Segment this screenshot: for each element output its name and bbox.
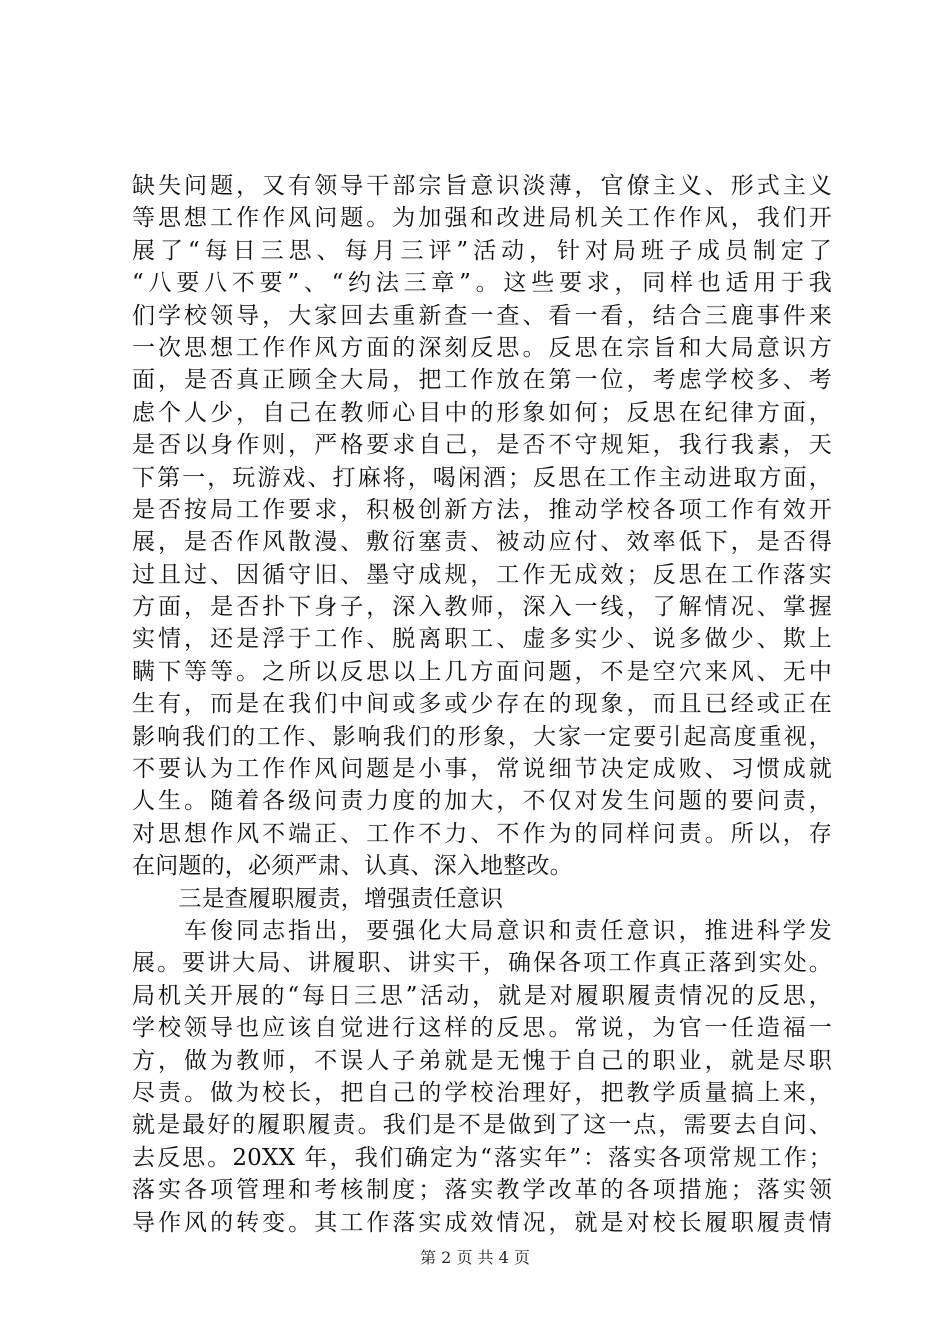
text-line: 落实各项管理和考核制度；落实教学改革的各项措施；落实领 [132, 1177, 832, 1204]
page-number-footer: 第 2 页 共 4 页 [420, 1248, 530, 1267]
section-heading: 三是查履职履责，增强责任意识 [132, 885, 504, 912]
text-line: 一次思想工作作风方面的深刻反思。反思在宗旨和大局意识方 [132, 334, 832, 361]
text-line: 展。要讲大局、讲履职、讲实干，确保各项工作真正落到实处。 [132, 950, 832, 977]
text-line: 下第一，玩游戏、打麻将，喝闲酒；反思在工作主动进取方面， [132, 464, 832, 491]
text-line: “八要八不要”、“约法三章”。这些要求，同样也适用于我 [132, 270, 832, 297]
text-line: 就是最好的履职履责。我们是不是做到了这一点，需要去自问、 [132, 1112, 832, 1139]
text-line: 缺失问题，又有领导干部宗旨意识淡薄，官僚主义、形式主义 [132, 173, 832, 199]
text-line: 们学校领导，大家回去重新查一查、看一看，结合三鹿事件来 [132, 302, 832, 329]
text-line: 展，是否作风散漫、敷衍塞责、被动应付、效率低下，是否得 [132, 529, 832, 556]
text-line: 去反思。20XX 年，我们确定为“落实年”：落实各项常规工作； [132, 1144, 832, 1171]
document-body [132, 170, 832, 1239]
text-line: 过且过、因循守旧、墨守成规，工作无成效；反思在工作落实 [132, 561, 832, 588]
text-line: 人生。随着各级问责力度的加大，不仅对发生问题的要问责， [132, 788, 832, 815]
text-line: 瞒下等等。之所以反思以上几方面问题，不是空穴来风、无中 [132, 658, 832, 685]
text-line: 方面，是否扑下身子，深入教师，深入一线，了解情况、掌握 [132, 594, 832, 621]
text-line: 局机关开展的“每日三思”活动，就是对履职履责情况的反思， [132, 982, 832, 1009]
text-line: 方，做为教师，不误人子弟就是无愧于自己的职业，就是尽职 [132, 1047, 832, 1074]
text-line: 是否以身作则，严格要求自己，是否不守规矩，我行我素，天 [132, 432, 832, 459]
text-line: 车俊同志指出，要强化大局意识和责任意识，推进科学发 [132, 917, 832, 944]
text-line: 是否按局工作要求，积极创新方法，推动学校各项工作有效开 [132, 496, 832, 523]
text-line: 等思想工作作风问题。为加强和改进局机关工作作风，我们开 [132, 205, 832, 232]
text-line: 生有，而是在我们中间或多或少存在的现象，而且已经或正在 [132, 691, 832, 718]
text-line: 影响我们的工作、影响我们的形象，大家一定要引起高度重视， [132, 723, 832, 750]
text-line: 不要认为工作作风问题是小事，常说细节决定成败、习惯成就 [132, 756, 832, 783]
text-line: 导作风的转变。其工作落实成效情况，就是对校长履职履责情 [132, 1209, 832, 1236]
text-line: 学校领导也应该自觉进行这样的反思。常说，为官一任造福一 [132, 1015, 832, 1042]
text-line: 虑个人少，自己在教师心目中的形象如何；反思在纪律方面， [132, 399, 832, 426]
text-line: 尽责。做为校长，把自己的学校治理好，把教学质量搞上来， [132, 1079, 832, 1106]
text-line: 对思想作风不端正、工作不力、不作为的同样问责。所以，存 [132, 820, 832, 847]
paragraph-last-line: 在问题的，必须严肃、认真、深入地整改。 [132, 853, 573, 880]
text-line: 实情，还是浮于工作、脱离职工、虚多实少、说多做少、欺上 [132, 626, 832, 653]
text-line: 面，是否真正顾全大局，把工作放在第一位，考虑学校多、考 [132, 367, 832, 394]
text-line: 展了“每日三思、每月三评”活动，针对局班子成员制定了 [132, 237, 832, 264]
